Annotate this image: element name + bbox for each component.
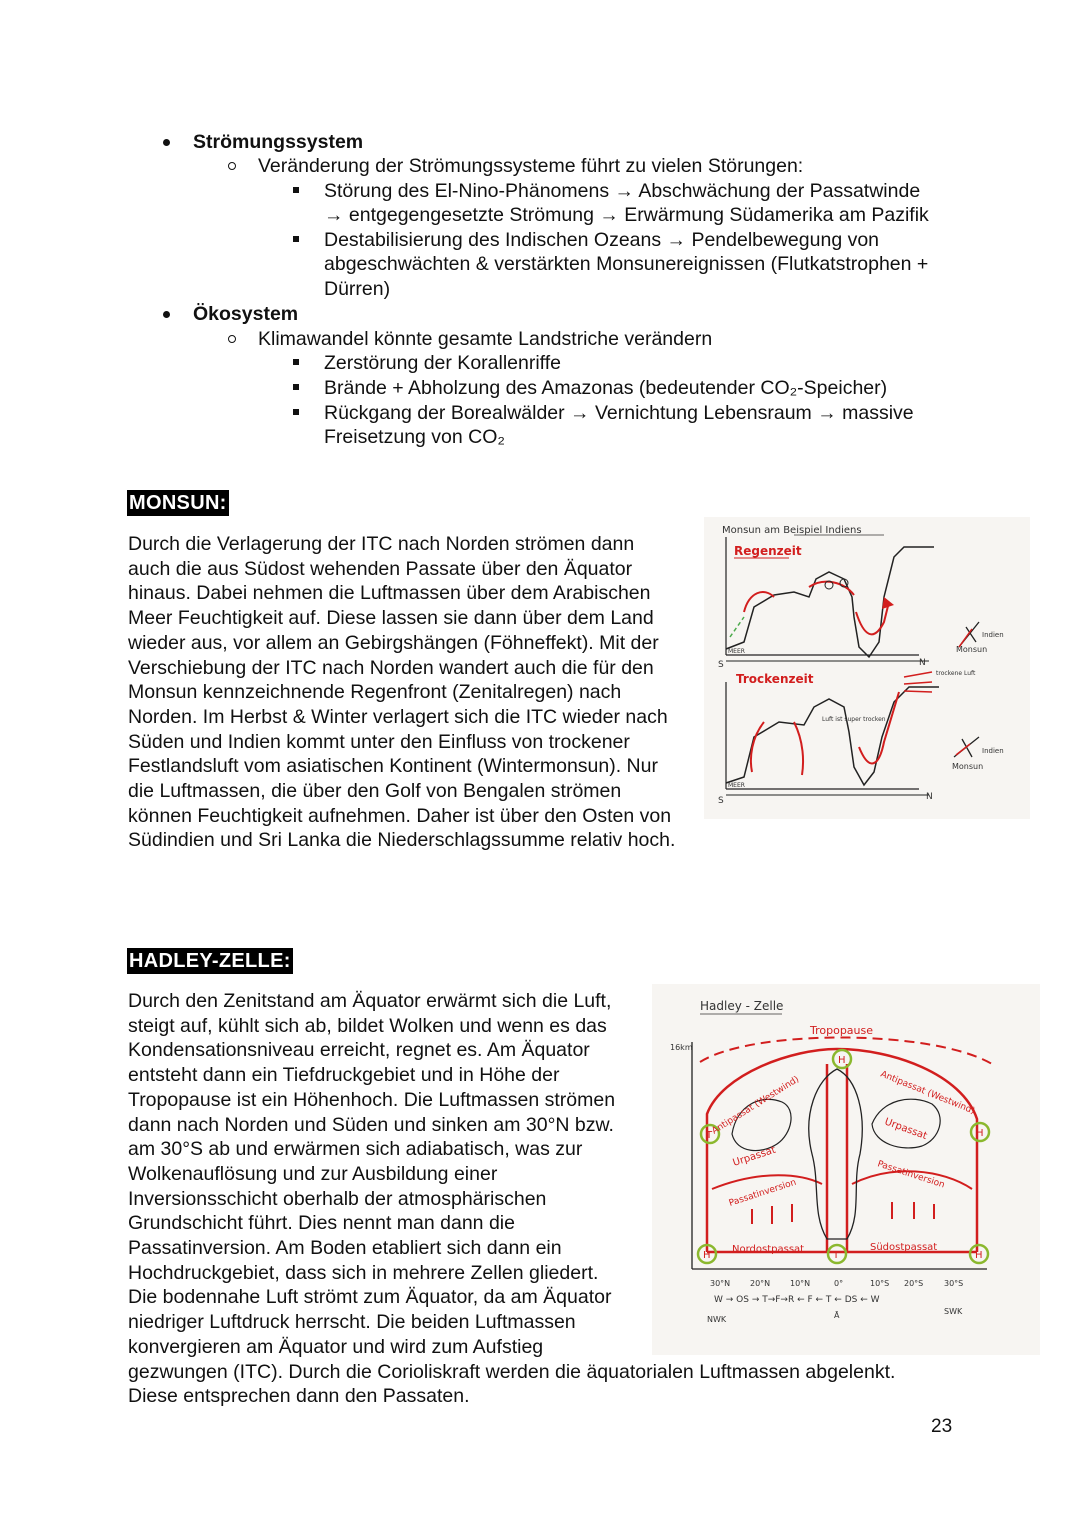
- s-label: S: [718, 796, 724, 806]
- text-line: können Feuchtigkeit aufnehmen. Daher ist über den Osten von: [128, 804, 672, 827]
- hadley-heading: HADLEY-ZELLE:: [129, 950, 291, 972]
- inversion-label: Passatinversion: [876, 1159, 946, 1191]
- regenzeit-label: Regenzeit: [734, 544, 802, 558]
- text-line: Meer Feuchtigkeit auf. Diese lassen sie dann über dem Land: [128, 607, 654, 630]
- s-label: S: [718, 660, 724, 670]
- monsun-heading: MONSUN:: [129, 492, 227, 514]
- height-label: 16km: [670, 1043, 693, 1052]
- bullet-circle: [228, 335, 236, 343]
- indien-label: Indien: [982, 747, 1004, 755]
- text-line: Die bodennahe Luft strömt zum Äquator, da am Äquator: [128, 1286, 612, 1309]
- nwk-label: NWK: [707, 1315, 727, 1324]
- text-line: Grundschicht führt. Dies nennt man dann die: [128, 1212, 515, 1235]
- nordostpassat-label: Nordostpassat: [732, 1244, 805, 1255]
- lat-label: 0°: [834, 1279, 844, 1288]
- luft-trocken-label: Luft ist super trocken: [822, 716, 886, 723]
- n-label: N: [926, 792, 933, 802]
- text-line: gezwungen (ITC). Durch die Corioliskraft werden die äquatorialen Luftmassen abgelenkt.: [128, 1360, 896, 1383]
- urpassat-label: Urpassat: [882, 1116, 929, 1142]
- list-item: abgeschwächten & verstärkten Monsunereignissen (Flutkatstrophen +: [324, 253, 929, 275]
- section-title-oeko: Ökosystem: [193, 303, 299, 325]
- text-line: Passatinversion. Am Boden etabliert sich dann ein: [128, 1237, 562, 1260]
- tropopause-label: Tropopause: [810, 1024, 874, 1037]
- text-line: Diese entsprechen dann den Passaten.: [128, 1385, 470, 1408]
- h-marker: H: [703, 1250, 711, 1261]
- text-line: Norden. Im Herbst & Winter verlagert sich die ITC wieder nach: [128, 705, 668, 728]
- monsun-figure: [704, 517, 1030, 819]
- text-line: Verschiebung der ITC nach Norden wandert auch die für den: [128, 656, 654, 679]
- h-marker: H: [975, 1250, 983, 1261]
- inversion-label: Passatinversion: [727, 1177, 798, 1209]
- hadley-figure: [652, 984, 1040, 1355]
- a-label: Ā: [834, 1311, 840, 1320]
- bullet-circle: [228, 162, 236, 170]
- list-item: Rückgang der Borealwälder → Vernichtung Lebensraum → massive: [324, 402, 914, 424]
- t-marker: T: [706, 1130, 713, 1141]
- h-marker: H: [838, 1055, 846, 1066]
- indien-label: Indien: [982, 631, 1004, 639]
- figure-title: Monsun am Beispiel Indiens: [722, 525, 862, 536]
- text-line: konvergieren am Äquator und wird zum Aufstieg: [128, 1335, 544, 1358]
- monsun-label: Monsun: [952, 762, 984, 771]
- text-line: die Luftmassen, die über den Golf von Bengalen strömen: [128, 780, 622, 803]
- suedostpassat-label: Südostpassat: [870, 1242, 938, 1253]
- monsun-sketch: [704, 517, 1030, 819]
- bullet-square: [293, 187, 299, 193]
- list-item: Brände + Abholzung des Amazonas (bedeutender CO₂-Speicher): [324, 377, 888, 399]
- text-line: entsteht dann ein Tiefdruckgebiet und in Höhe der: [128, 1064, 560, 1087]
- trockenzeit-label: Trockenzeit: [736, 672, 814, 686]
- bullet-square: [293, 359, 299, 365]
- list-item: Freisetzung von CO₂: [324, 426, 505, 448]
- list-item: → entgegengesetzte Strömung → Erwärmung Südamerika am Pazifik: [324, 204, 929, 226]
- text-line: auch die aus Südost wehenden Passate über den Äquator: [128, 557, 633, 580]
- urpassat-label: Urpassat: [731, 1144, 778, 1169]
- t-marker: T: [833, 1250, 840, 1261]
- bullet-square: [293, 384, 299, 390]
- lat-label: 10°N: [790, 1279, 811, 1288]
- text-line: Inversionsschicht oberhalb der atmosphärischen: [128, 1187, 547, 1210]
- section-title-stroemung: Strömungssystem: [193, 131, 364, 153]
- antipassat-label: Antipassat (Westwind): [710, 1074, 802, 1137]
- text-line: niedriger Luftdruck herrscht. Die beiden Luftmassen: [128, 1311, 576, 1334]
- monsun-paragraph: [128, 532, 675, 853]
- bullet-dot: [163, 139, 170, 146]
- list-item: Destabilisierung des Indischen Ozeans → Pendelbewegung von: [324, 229, 880, 251]
- list-item: Störung des El-Nino-Phänomens → Abschwächung der Passatwinde: [324, 180, 921, 202]
- text-line: steigt auf, kühlt sich ab, bildet Wolken und wenn es das: [128, 1014, 607, 1037]
- monsun-label: Monsun: [956, 645, 988, 654]
- figure-title: Hadley - Zelle: [700, 999, 784, 1013]
- text-line: Wolkenauflösung und zur Ausbildung einer: [128, 1162, 498, 1185]
- meer-label: MEER: [728, 648, 745, 655]
- list-item: Dürren): [324, 278, 391, 300]
- hadley-sketch: [652, 984, 1040, 1355]
- text-line: Tropopause ist ein Höhenhoch. Die Luftmassen strömen: [128, 1088, 616, 1111]
- text-line: dann nach Norden und Süden und sinken am 30°N bzw.: [128, 1113, 614, 1136]
- bullet-square: [293, 409, 299, 415]
- text-line: Monsun kennzeichnende Regenfront (Zenitalregen) nach: [128, 681, 622, 704]
- text-line: hinaus. Dabei nehmen die Luftmassen über dem Arabischen: [128, 582, 651, 605]
- text-line: Südindien und Sri Lanka die Niederschlagssumme relativ hoch.: [128, 829, 676, 852]
- h-marker: H: [976, 1128, 984, 1139]
- page-number: 23: [931, 1416, 953, 1437]
- text-line: Kondensationsniveau erreicht, regnet es. Am Äquator: [128, 1039, 590, 1062]
- n-label: N: [919, 658, 926, 668]
- bullet-dot: [163, 311, 170, 318]
- antipassat-label: Antipassat (Westwind): [878, 1069, 977, 1117]
- trockene-luft-label: trockene Luft: [936, 670, 976, 677]
- text-line: wieder aus, vor allem an Gebirgshängen (Föhneffekt). Mit der: [128, 631, 659, 654]
- swk-label: SWK: [944, 1307, 963, 1316]
- list-item: Zerstörung der Korallenriffe: [324, 352, 562, 374]
- bullet-square: [293, 236, 299, 242]
- text-line: Süden und Indien kommt unter den Einfluss von trockener: [128, 730, 630, 753]
- latitude-axis: [710, 1279, 963, 1288]
- lat-label: 20°N: [750, 1279, 771, 1288]
- direction-line: W → OS → T→F→R ← F ← T ← DS ← W: [714, 1295, 880, 1305]
- section-sub-stroemung: Veränderung der Strömungssysteme führt zu vielen Störungen:: [258, 155, 804, 177]
- text-line: Festlandsluft vom asiatischen Kontinent (Wintermonsun). Nur: [128, 755, 658, 778]
- text-line: Hochdruckgebiet, dass sich in mehrere Zellen gliedert.: [128, 1261, 599, 1284]
- lat-label: 30°S: [944, 1279, 964, 1288]
- meer-label: MEER: [728, 782, 745, 789]
- text-line: Durch den Zenitstand am Äquator erwärmt sich die Luft,: [128, 990, 612, 1012]
- lat-label: 20°S: [904, 1279, 924, 1288]
- section-sub-oeko: Klimawandel könnte gesamte Landstriche verändern: [258, 328, 713, 350]
- text-line: Durch die Verlagerung der ITC nach Norden strömen dann: [128, 533, 635, 555]
- text-line: am 30°S ab und erwärmen sich adiabatisch, was zur: [128, 1138, 583, 1161]
- lat-label: 10°S: [870, 1279, 890, 1288]
- lat-label: 30°N: [710, 1279, 731, 1288]
